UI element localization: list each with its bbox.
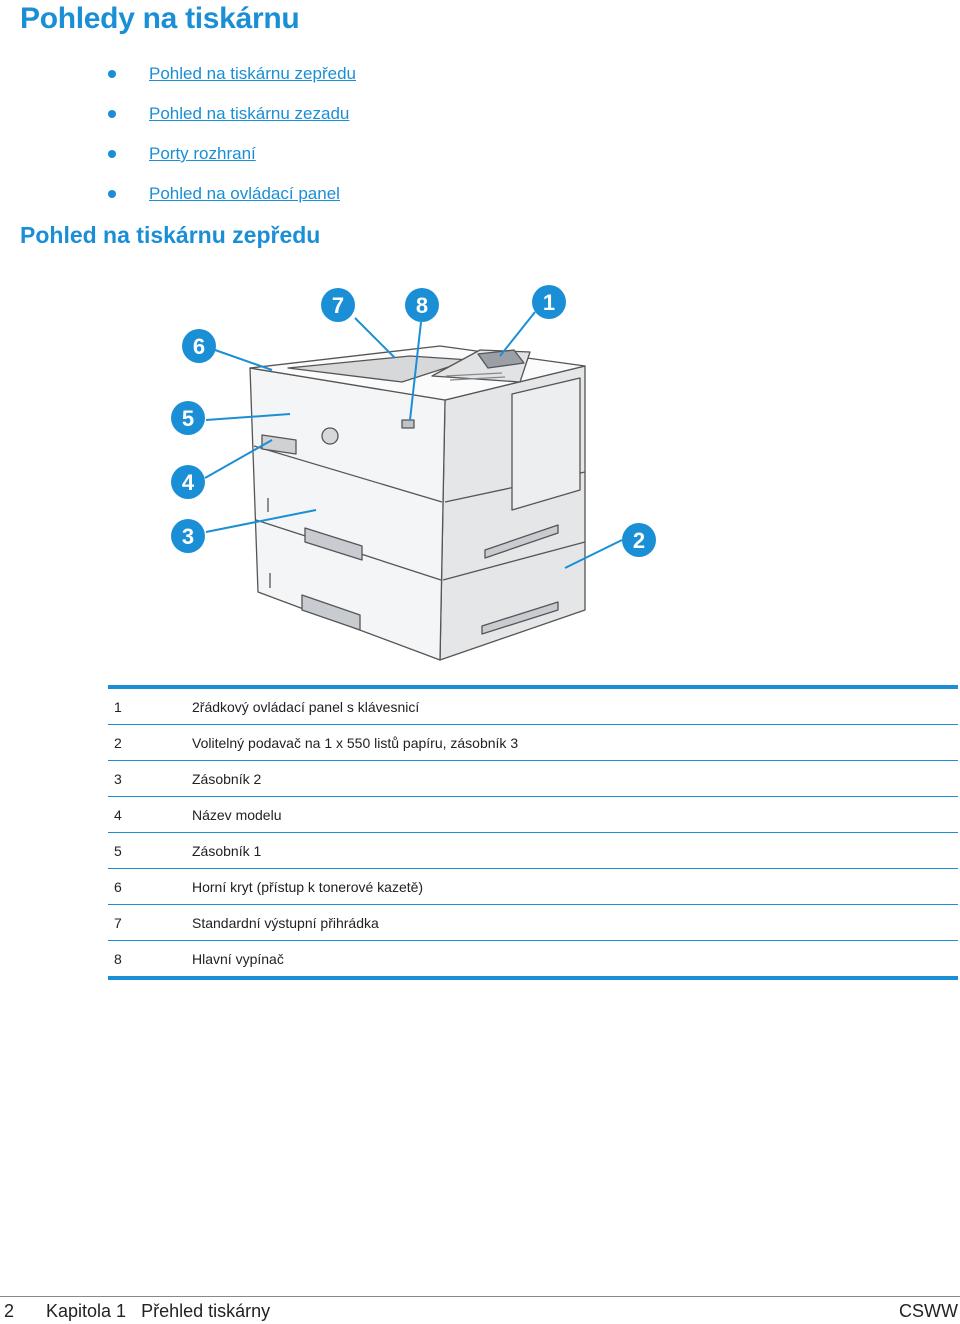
legend-row [108,724,958,760]
legend-text: 2řádkový ovládací panel s klávesnicí [192,698,420,715]
legend-number: 8 [114,950,122,967]
printer-drawing [250,346,585,660]
legend-row [108,904,958,940]
legend-number: 1 [114,698,122,715]
callout-6: 6 [192,334,206,359]
footer-page-number: 2 [4,1301,15,1321]
legend-row [108,940,958,976]
legend-number: 2 [114,734,122,751]
legend-number: 4 [114,806,122,823]
legend-row [108,796,958,832]
toc-link-front-view[interactable]: Pohled na tiskárnu zepředu [149,64,356,83]
toc-item [108,54,356,94]
callout-8: 8 [415,293,429,318]
legend-number: 6 [114,878,122,895]
bullet-icon [108,70,116,78]
callout-1: 1 [542,290,556,315]
footer-doc-code: CSWW [899,1301,958,1321]
toc-item [108,134,356,174]
toc-link-control-panel[interactable]: Pohled na ovládací panel [149,184,340,203]
callout-2: 2 [632,528,646,553]
bullet-icon [108,110,116,118]
printer-front-illustration [0,270,960,670]
callout-7: 7 [331,293,345,318]
legend-table [108,685,958,980]
legend-text: Standardní výstupní přihrádka [192,914,379,931]
legend-number: 7 [114,914,122,931]
bullet-icon [108,190,116,198]
legend-text: Horní kryt (přístup k tonerové kazetě) [192,878,424,895]
legend-row [108,689,958,724]
legend-text: Zásobník 2 [192,770,262,787]
legend-text: Hlavní vypínač [192,950,284,967]
legend-text: Název modelu [192,806,282,823]
page-title: Pohledy na tiskárnu [20,2,300,35]
legend-number: 5 [114,842,122,859]
toc-link-rear-view[interactable]: Pohled na tiskárnu zezadu [149,104,350,123]
toc-item [108,174,356,214]
legend-row [108,868,958,904]
toc-item [108,94,356,134]
legend-row [108,832,958,868]
legend-text: Zásobník 1 [192,842,262,859]
section-title: Pohled na tiskárnu zepředu [20,222,321,248]
callout-3: 3 [181,524,195,549]
page-footer [0,1296,960,1324]
bullet-icon [108,150,116,158]
legend-text: Volitelný podavač na 1 x 550 listů papíru, zásobník 3 [192,734,519,751]
footer-chapter: Kapitola 1 Přehled tiskárny [46,1301,271,1321]
callout-5: 5 [181,406,195,431]
legend-row [108,760,958,796]
toc-link-interface-ports[interactable]: Porty rozhraní [149,144,256,163]
legend-number: 3 [114,770,122,787]
callout-4: 4 [181,470,195,495]
toc-list [108,54,356,214]
